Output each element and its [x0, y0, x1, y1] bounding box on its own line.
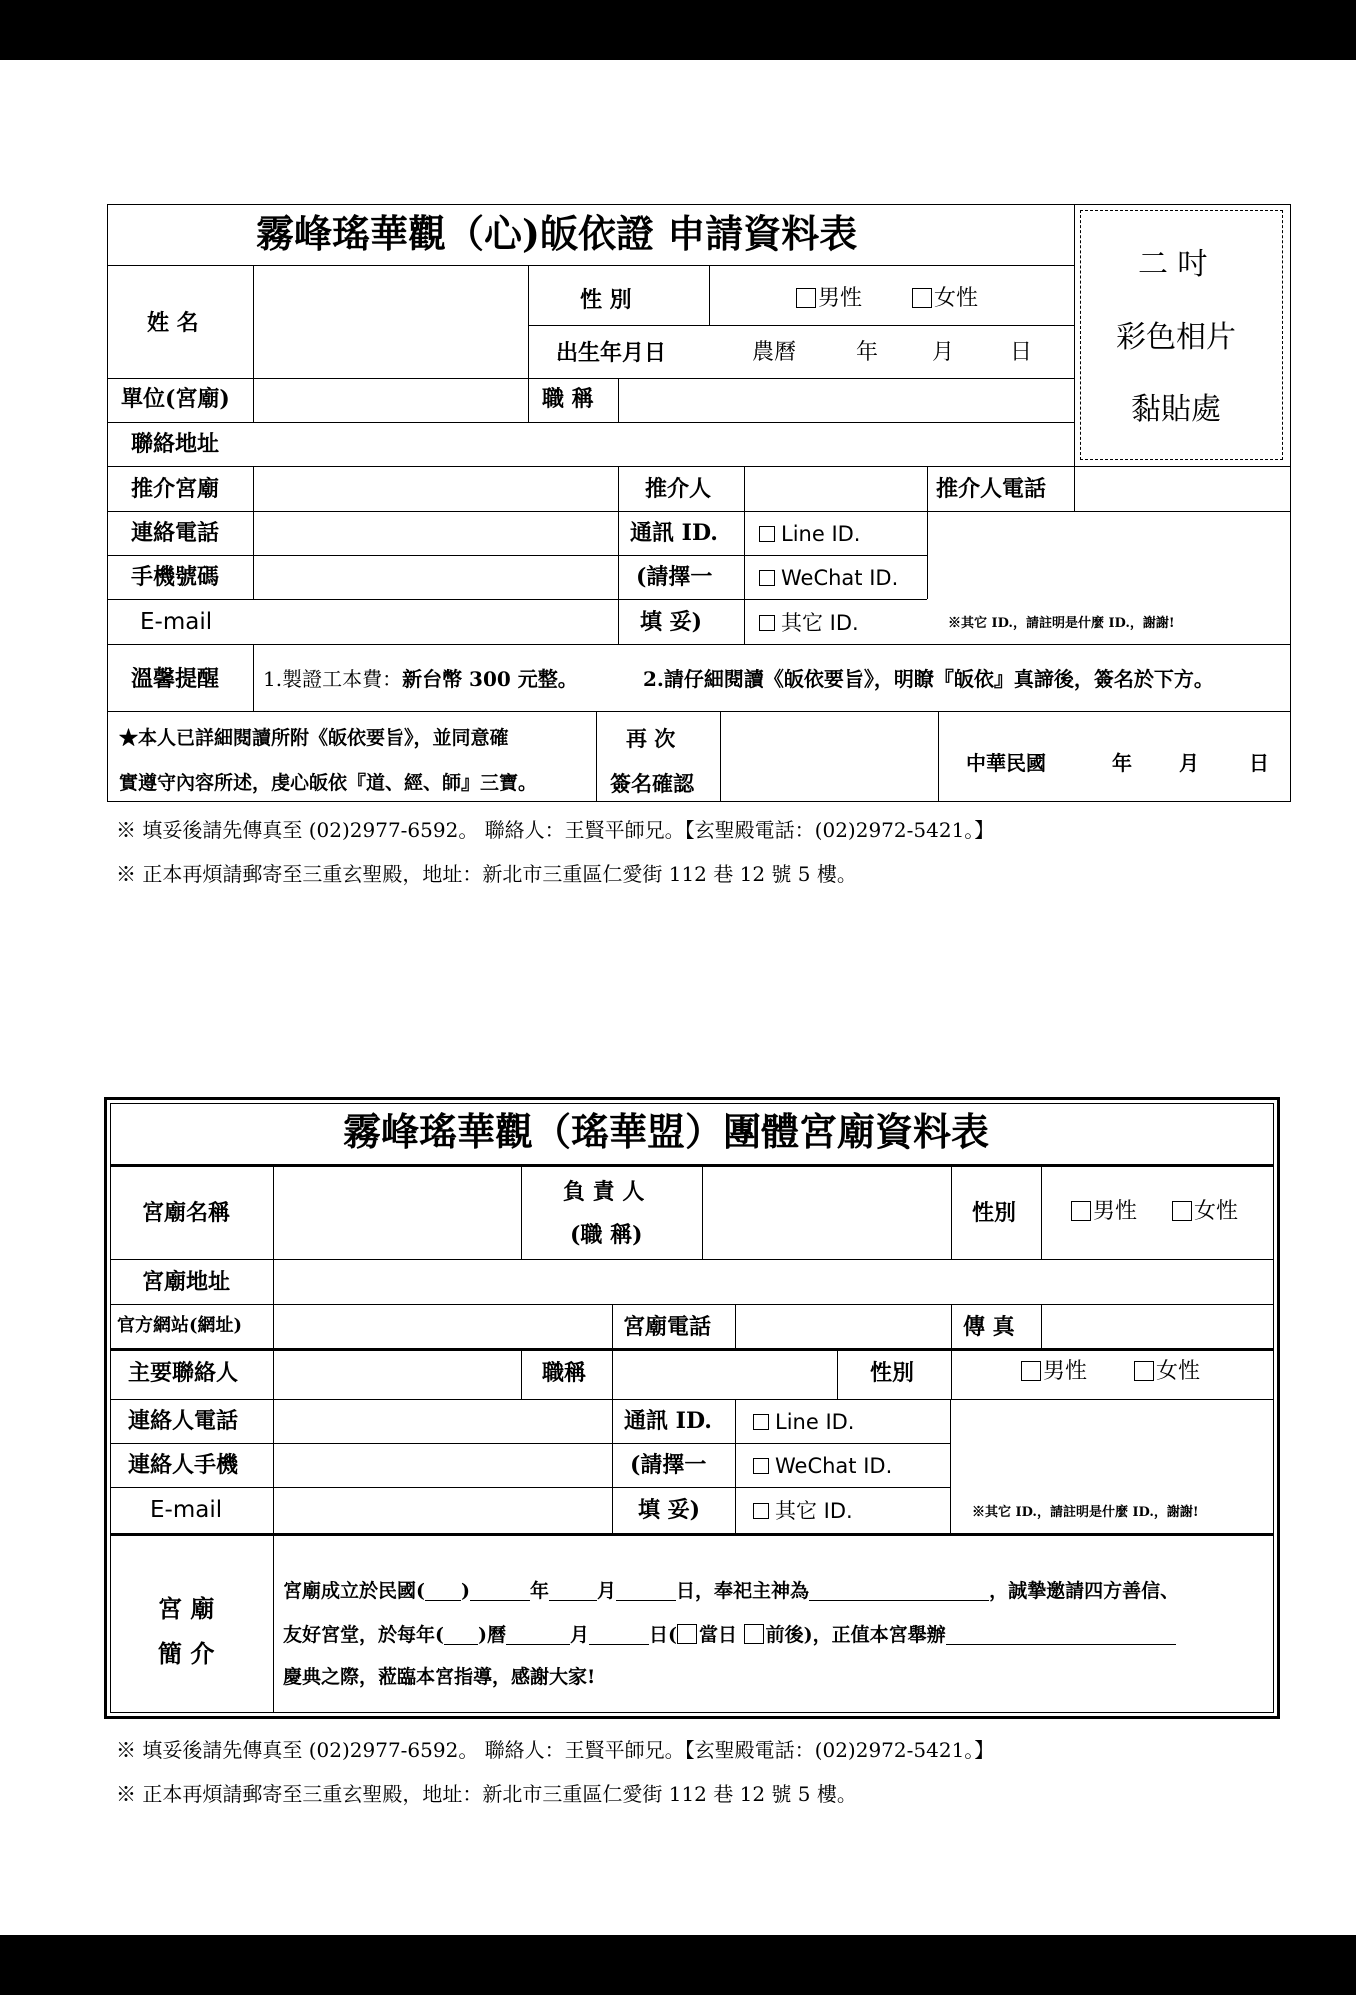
checkbox-icon — [796, 288, 816, 308]
form2-title: 霧峰瑤華觀（瑤華盟）團體宮廟資料表 — [343, 1109, 990, 1154]
photo-color-label: 彩色相片 — [1116, 320, 1236, 355]
birth-year-label: 年 — [856, 340, 879, 365]
checkbox-icon — [1134, 1361, 1154, 1381]
intro-line-2: 友好宮堂，於每年( )曆 月 日( 當日 前後)，正值本宮舉辦 — [283, 1624, 1176, 1645]
contact-phone-label: 連絡人電話 — [128, 1408, 239, 1434]
recommender-input[interactable] — [745, 467, 926, 510]
checkbox-icon — [1021, 1361, 1041, 1381]
contact-phone-input[interactable] — [274, 1400, 611, 1442]
mail-note: ※ 正本再煩請郵寄至三重玄聖殿，地址：新北市三重區仁愛街 112 巷 12 號 5 樓。 — [116, 862, 857, 886]
temple-address-input[interactable] — [274, 1260, 1273, 1303]
reminder-label: 溫馨提醒 — [131, 666, 220, 692]
declaration-line-1: ★本人已詳細閱讀所附《皈依要旨》，並同意確 — [119, 727, 509, 749]
checkbox-icon — [1172, 1201, 1192, 1221]
job-title-label: 職 稱 — [542, 386, 594, 412]
website-input[interactable] — [274, 1305, 611, 1347]
main-contact-input[interactable] — [274, 1350, 520, 1398]
intro-line-3: 慶典之際，蒞臨本宮指導，感謝大家! — [283, 1666, 596, 1688]
checkbox-icon — [759, 526, 775, 542]
mobile-input[interactable] — [254, 556, 617, 598]
address-input[interactable] — [254, 423, 1073, 465]
owner-title-label: (職 稱) — [570, 1222, 643, 1248]
temple-gender-label: 性別 — [972, 1200, 1017, 1226]
other-id-option-2[interactable]: 其它 ID. — [753, 1501, 853, 1522]
mail-note-2: ※ 正本再煩請郵寄至三重玄聖殿，地址：新北市三重區仁愛街 112 巷 12 號 5 樓。 — [116, 1782, 857, 1806]
comm-fill-label-2: 填 妥) — [638, 1497, 701, 1523]
reminder-fee-text: 1.製證工本費：新台幣 300 元整。 — [263, 667, 578, 691]
intro-line-1: 宮廟成立於民國( ) 年 月 日，奉祀主神為 ，誠摯邀請四方善信、 — [283, 1580, 1180, 1602]
job-title-input[interactable] — [619, 379, 1073, 421]
birth-label: 出生年月日 — [556, 340, 667, 366]
wechat-id-option[interactable]: WeChat ID. — [759, 568, 898, 589]
comm-fill-label: 填 妥) — [640, 609, 703, 635]
contact-mobile-input[interactable] — [274, 1444, 611, 1486]
sign-month-label: 月 — [1179, 751, 1199, 775]
owner-gender-female-option[interactable]: 女性 — [1172, 1201, 1238, 1223]
contact-email-label: E-mail — [150, 1497, 223, 1523]
name-input[interactable] — [254, 266, 527, 377]
contact-email-input[interactable] — [274, 1488, 611, 1532]
main-contact-label: 主要聯絡人 — [128, 1360, 239, 1386]
birth-day-label: 日 — [1010, 340, 1033, 365]
comm-choose-label: (請擇一 — [636, 564, 713, 590]
recommender-phone-label: 推介人電話 — [936, 476, 1047, 502]
recommender-label: 推介人 — [645, 476, 712, 502]
reminder-read-text: 2.請仔細閱讀《皈依要旨》，明瞭『皈依』真諦後，簽名於下方。 — [643, 667, 1214, 691]
address-label: 聯絡地址 — [131, 431, 220, 457]
checkbox-icon[interactable] — [677, 1624, 697, 1644]
checkbox-icon — [912, 288, 932, 308]
checkbox-icon — [753, 1458, 769, 1474]
declaration-line-2: 實遵守內容所述，虔心皈依『道、經、師』三寶。 — [119, 772, 538, 794]
sign-day-label: 日 — [1249, 751, 1269, 775]
temple-name-input[interactable] — [274, 1165, 520, 1258]
temple-name-label: 宮廟名稱 — [142, 1200, 231, 1226]
sign-year-label: 年 — [1112, 751, 1132, 775]
temple-address-label: 宮廟地址 — [142, 1269, 231, 1295]
checkbox-icon — [753, 1503, 769, 1519]
contact-gender-male-option[interactable]: 男性 — [1021, 1361, 1087, 1383]
comm-id-label-2: 通訊 ID. — [624, 1408, 712, 1434]
owner-gender-male-option[interactable]: 男性 — [1071, 1201, 1137, 1223]
mobile-label: 手機號碼 — [131, 564, 220, 590]
other-id-option[interactable]: 其它 ID. — [759, 613, 859, 634]
fax-note: ※ 填妥後請先傳真至 (02)2977-6592。 聯絡人：王賢平師兄。【玄聖殿電話：(02)2972-5421。】 — [116, 818, 995, 842]
photo-paste-label: 黏貼處 — [1131, 392, 1221, 427]
contact-job-title-label: 職稱 — [542, 1360, 587, 1386]
resign-label-2: 簽名確認 — [610, 771, 694, 796]
checkbox-icon — [753, 1414, 769, 1430]
contact-job-title-input[interactable] — [613, 1350, 836, 1398]
recommend-temple-input[interactable] — [254, 467, 617, 510]
checkbox-icon — [1071, 1201, 1091, 1221]
signature-input[interactable] — [721, 712, 937, 801]
contact-gender-label: 性別 — [870, 1360, 915, 1386]
birth-month-label: 月 — [932, 340, 955, 365]
temple-phone-input[interactable] — [736, 1305, 950, 1347]
owner-label: 負 責 人 — [563, 1179, 645, 1205]
recommend-temple-label: 推介宮廟 — [131, 476, 220, 502]
owner-input[interactable] — [703, 1165, 950, 1258]
photo-size-label: 二 吋 — [1138, 247, 1208, 282]
contact-gender-female-option[interactable]: 女性 — [1134, 1361, 1200, 1383]
other-id-note: ※其它 ID.，請註明是什麼 ID.，謝謝! — [948, 616, 1175, 631]
checkbox-icon[interactable] — [744, 1624, 764, 1644]
gender-label: 性 別 — [580, 287, 632, 313]
fax-note-2: ※ 填妥後請先傳真至 (02)2977-6592。 聯絡人：王賢平師兄。【玄聖殿電話：(02)2972-5421。】 — [116, 1738, 995, 1762]
temple-phone-label: 宮廟電話 — [623, 1314, 712, 1340]
intro-label-2: 簡 介 — [158, 1639, 215, 1668]
unit-input[interactable] — [254, 379, 527, 421]
gender-male-option[interactable]: 男性 — [796, 288, 862, 310]
roc-date-label: 中華民國 — [966, 751, 1046, 775]
fax-label: 傳 真 — [963, 1314, 1015, 1340]
name-label: 姓 名 — [147, 310, 199, 336]
email-input[interactable] — [254, 600, 617, 643]
resign-label-1: 再 次 — [626, 726, 676, 751]
phone-label: 連絡電話 — [131, 520, 220, 546]
document-page — [0, 60, 1356, 1935]
checkbox-icon — [759, 615, 775, 631]
phone-input[interactable] — [254, 512, 617, 554]
birth-lunar-label: 農曆 — [752, 340, 797, 365]
checkbox-icon — [759, 570, 775, 586]
intro-label-1: 宮 廟 — [158, 1594, 215, 1623]
comm-choose-label-2: (請擇一 — [630, 1452, 707, 1478]
form1-title: 霧峰瑤華觀（心)皈依證 申請資料表 — [256, 211, 858, 256]
recommender-phone-input[interactable] — [1075, 467, 1290, 510]
line-id-option-2[interactable]: Line ID. — [753, 1412, 854, 1433]
gender-female-option[interactable]: 女性 — [912, 288, 978, 310]
unit-label: 單位(宮廟) — [121, 386, 230, 412]
comm-id-label: 通訊 ID. — [630, 520, 718, 546]
fax-input[interactable] — [1042, 1305, 1273, 1347]
other-id-note-2: ※其它 ID.，請註明是什麼 ID.，謝謝! — [972, 1505, 1199, 1520]
contact-mobile-label: 連絡人手機 — [128, 1452, 239, 1478]
website-label: 官方網站(網址) — [117, 1315, 243, 1336]
email-label: E-mail — [140, 609, 213, 635]
line-id-option[interactable]: Line ID. — [759, 524, 860, 545]
wechat-id-option-2[interactable]: WeChat ID. — [753, 1456, 892, 1477]
